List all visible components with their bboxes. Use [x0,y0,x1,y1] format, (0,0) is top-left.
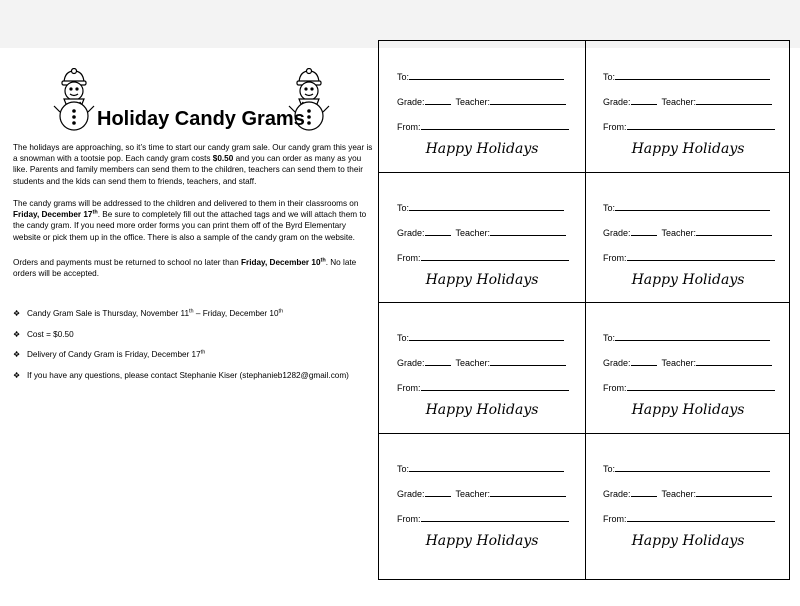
from-field[interactable]: From: [397,251,569,263]
candy-gram-tag [379,302,585,432]
from-field[interactable]: From: [603,381,775,393]
grade-teacher-field[interactable]: Grade: Teacher: [603,226,772,238]
from-field[interactable]: From: [397,512,569,524]
to-field[interactable]: To: [397,70,564,82]
from-field[interactable]: From: [603,512,775,524]
grade-teacher-field[interactable]: Grade: Teacher: [603,356,772,368]
diamond-bullet-icon: ❖ [13,329,21,339]
happy-holidays-greeting: Happy Holidays [425,271,539,288]
grade-teacher-field[interactable]: Grade: Teacher: [397,95,566,107]
delivery-date: Friday, December 17th [13,209,98,220]
grade-teacher-field[interactable]: Grade: Teacher: [397,226,566,238]
candy-gram-tag [379,433,585,563]
to-field[interactable]: To: [397,331,564,343]
bullet-item: ❖ If you have any questions, please contact Stephanie Kiser (stephanieb1282@gmail.com) [13,370,349,380]
price-text: $0.50 [212,154,234,164]
delivery-paragraph: The candy grams will be addressed to the children and delivered to them in their classrooms on Friday, December 17th. Be sure to completely fill out the attached tags and we will attach them to the candy gram. If you need more order forms you can print them off of the Byrd Elementary website or pick them up in the office. There is also a sample of the candy gram on the website. [13,199,367,242]
grade-teacher-field[interactable]: Grade: Teacher: [603,487,772,499]
candy-gram-tag [585,433,791,563]
from-field[interactable]: From: [603,251,775,263]
candy-gram-tag [585,172,791,302]
to-field[interactable]: To: [603,331,770,343]
candy-gram-tag-grid [378,40,790,580]
intro-paragraph: The holidays are approaching, so it’s time to start our candy gram sale. Our candy gram this year is a snowman with a tootsie pop. Each candy gram costs $0.50 and you can order as many as you like. Parents and family members can send them to the children, teachers can send them to their students and the kids can send them to friends, teachers, and staff. [13,143,373,186]
from-field[interactable]: From: [397,120,569,132]
flyer-title: Holiday Candy Grams [97,108,305,130]
bullet-item: ❖ Cost = $0.50 [13,329,74,339]
candy-gram-tag [585,41,791,171]
to-field[interactable]: To: [603,70,770,82]
to-field[interactable]: To: [603,462,770,474]
snowman-icon [52,68,96,132]
bullet-item: ❖ Candy Gram Sale is Thursday, November 11th – Friday, December 10th [13,308,284,318]
to-field[interactable]: To: [397,201,564,213]
happy-holidays-greeting: Happy Holidays [425,532,539,549]
happy-holidays-greeting: Happy Holidays [425,141,539,157]
happy-holidays-greeting: Happy Holidays [425,402,539,418]
to-field[interactable]: To: [603,201,770,213]
happy-holidays-greeting: Happy Holidays [631,271,745,288]
deadline-date: Friday, December 10th [241,257,326,267]
from-field[interactable]: From: [397,381,569,393]
happy-holidays-greeting: Happy Holidays [631,141,745,157]
happy-holidays-greeting: Happy Holidays [631,532,745,549]
deadline-paragraph: Orders and payments must be returned to school no later than Friday, December 10th. No late orders will be accepted. [13,257,357,279]
diamond-bullet-icon: ❖ [13,370,21,380]
grade-teacher-field[interactable]: Grade: Teacher: [397,356,566,368]
diamond-bullet-icon: ❖ [13,350,21,359]
info-bullet-list [13,309,373,391]
diamond-bullet-icon: ❖ [13,309,21,318]
to-field[interactable]: To: [397,462,564,474]
grade-teacher-field[interactable]: Grade: Teacher: [603,95,772,107]
candy-gram-tag [379,172,585,302]
grade-teacher-field[interactable]: Grade: Teacher: [397,487,566,499]
from-field[interactable]: From: [603,120,775,132]
bullet-item: ❖ Delivery of Candy Gram is Friday, December 17th [13,349,206,359]
happy-holidays-greeting: Happy Holidays [631,402,745,418]
candy-gram-tag [379,41,585,171]
candy-gram-tag [585,302,791,432]
